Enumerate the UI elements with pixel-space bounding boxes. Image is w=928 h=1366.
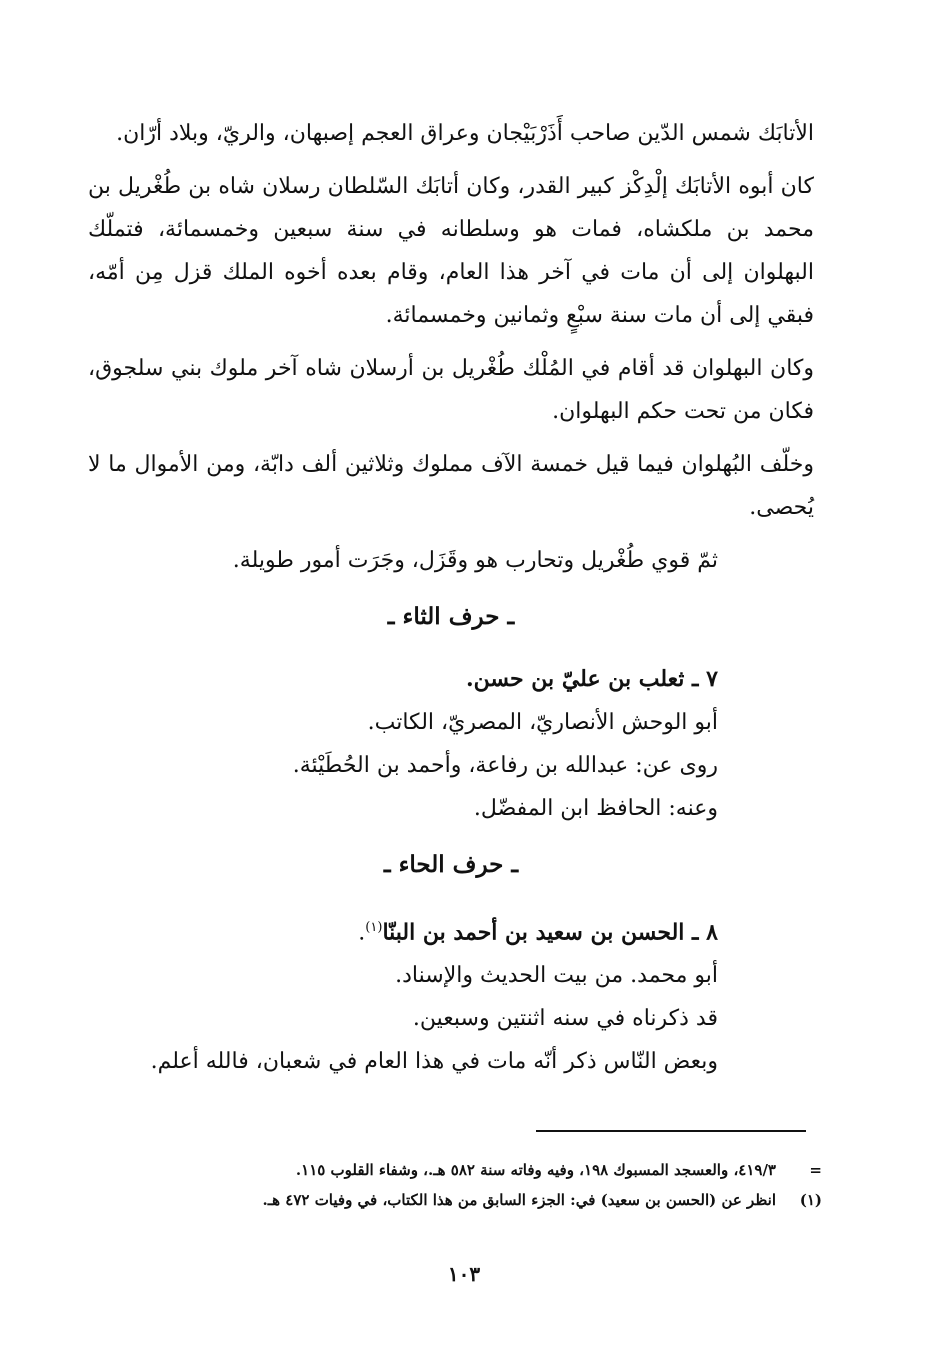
section-heading-tha: ـ حرف الثاء ـ: [387, 603, 515, 630]
entry-title: [88, 906, 718, 954]
footnote-divider: [536, 1130, 806, 1132]
entry-line: وبعض النّاس ذكر أنّه مات في هذا العام في شعبان، فالله أعلم.: [150, 1049, 718, 1075]
footnote-text: ٤١٩/٣، والعسجد المسبوك ١٩٨، وفيه وفاته سنة ٥٨٢ هـ.، وشفاء القلوب ١١٥.: [295, 1161, 776, 1179]
footnote-row: [110, 1155, 822, 1185]
footnote-row: [110, 1185, 822, 1215]
page-body: [88, 112, 814, 1083]
footnotes: [110, 1155, 822, 1215]
entry-line: أبو محمد. من بيت الحديث والإسناد.: [395, 963, 718, 989]
footnote-marker: (١): [799, 1191, 822, 1209]
section-heading-ha: ـ حرف الحاء ـ: [383, 851, 519, 878]
entry-line: روى عن: عبدالله بن رفاعة، وأحمد بن الحُطَيْئة.: [292, 753, 718, 778]
page-number: ١٠٣: [447, 1262, 481, 1286]
footnote-reference: (١): [365, 920, 383, 935]
paragraph-1: الأتابَك شمس الدّين صاحب أَذَرْبَيْجان وعراق العجم إصبهان، والريّ، وبلاد أرّان.: [116, 121, 814, 146]
paragraph-2: كان أبوه الأتابَك إلْدِكْز كبير القدر، وكان أتابَك السّلطان رسلان شاه بن طُغْريل بن محمد بن ملكشاه، فمات هو وسلطانه في سنة سبعين وخمسمائة، فتملّك البهلوان إلى أن مات في آخر هذا العام، وقام بعده أخوه الملك قزل مِن أمّه، فبقي إلى أن مات سنة سبْعٍ وثمانين وخمسمائة.: [88, 174, 814, 328]
entry-line: قد ذكرناه في سنه اثنتين وسبعين.: [412, 1006, 718, 1032]
paragraph-4: وخلّف البُهلوان فيما قيل خمسة الآف مملوك وثلاثين ألف دابّة، ومن الأموال ما لا يُحصى.: [88, 452, 814, 520]
entry-ha: [88, 906, 814, 1083]
entry-title-end: .: [358, 920, 366, 946]
footnote-text: انظر عن (الحسن بن سعيد) في: الجزء السابق من هذا الكتاب، في وفيات ٤٧٢ هـ.: [262, 1191, 776, 1209]
entry-title-text: ٨ ـ الحسن بن سعيد بن أحمد بن البنّا: [382, 919, 718, 946]
entry-title: ٧ ـ ثعلب بن عليّ بن حسن.: [466, 666, 718, 692]
entry-line: وعنه: الحافظ ابن المفضّل.: [473, 796, 718, 821]
entry-line: أبو الوحش الأنصاريّ، المصريّ، الكاتب.: [367, 710, 718, 735]
entry-tha: [88, 658, 814, 830]
closing-line: ثمّ قوي طُغْريل وتحارب هو وقَزَل، وجَرَت أمور طويلة.: [232, 548, 718, 573]
footnote-marker: =: [809, 1161, 822, 1179]
paragraph-3: وكان البهلوان قد أقام في المُلْك طُغْريل بن أرسلان شاه آخر ملوك بني سلجوق، فكان من تحت حكم البهلوان.: [88, 356, 814, 424]
